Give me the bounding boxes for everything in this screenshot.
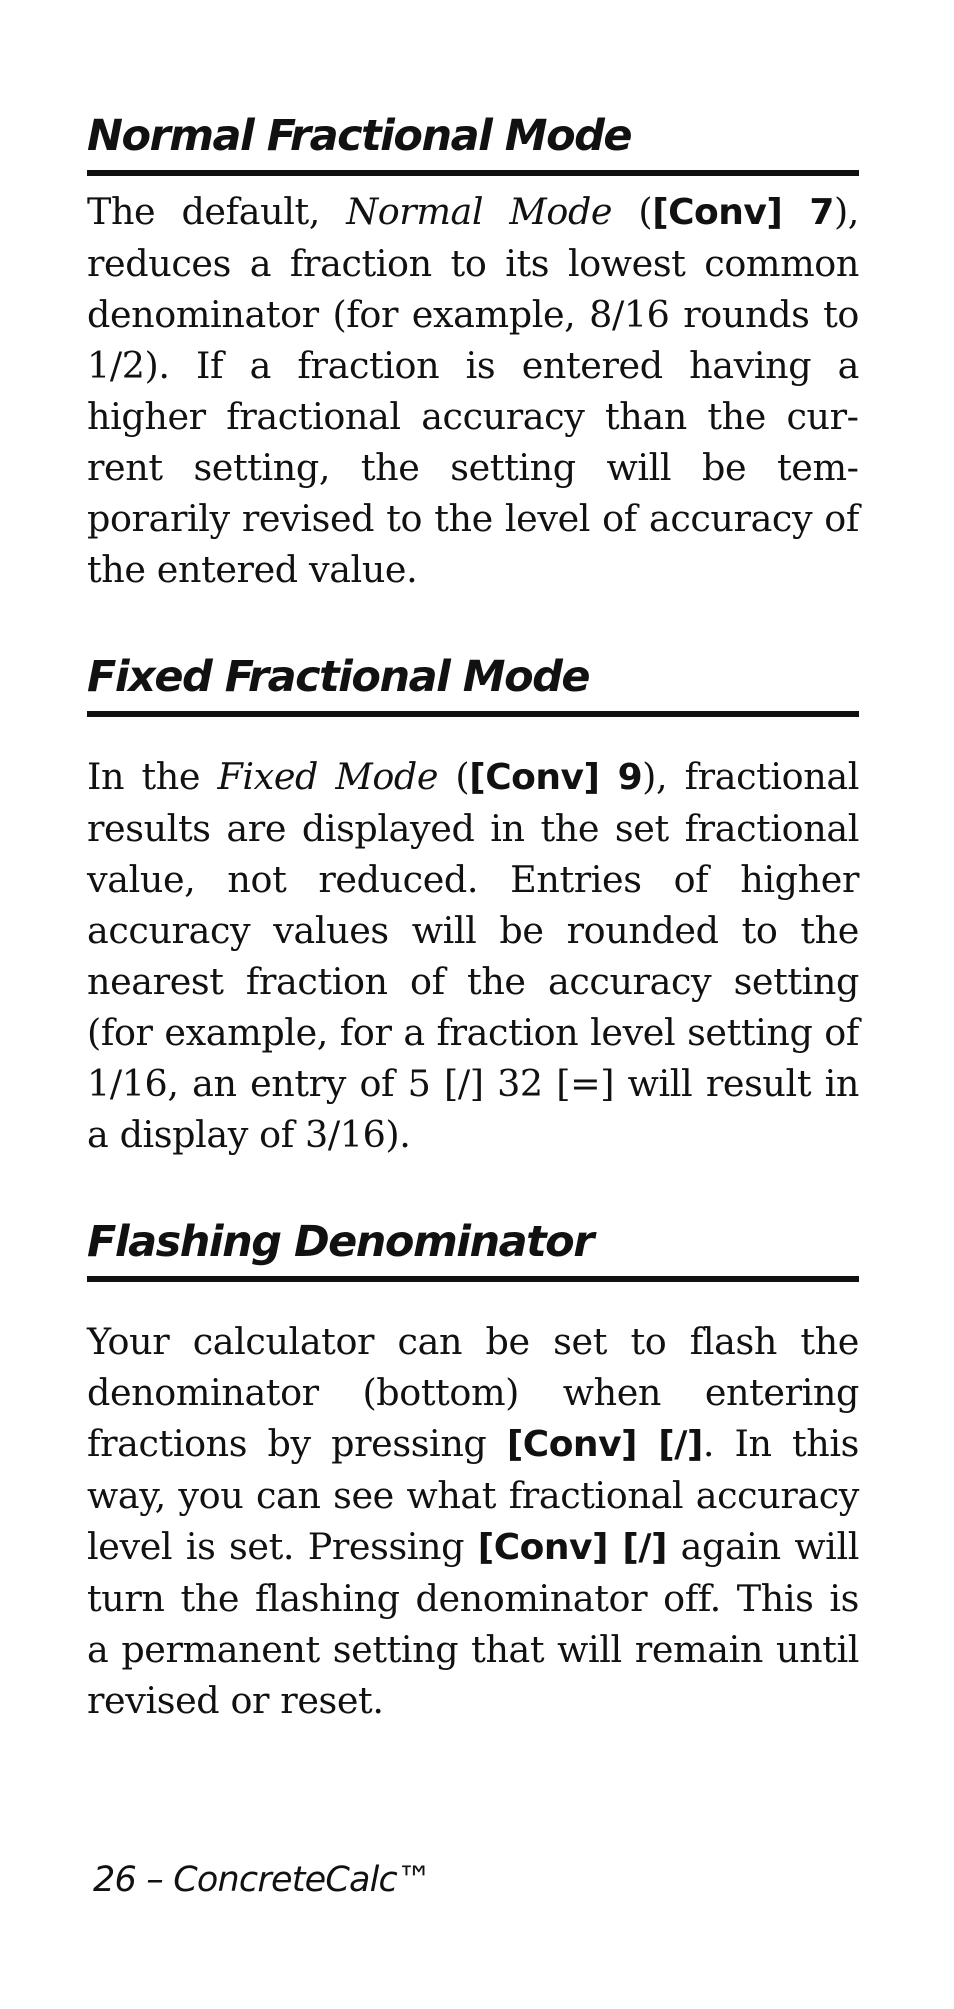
section-normal-fractional-mode — [87, 108, 859, 595]
key-sequence: [Conv] [/] — [477, 1527, 667, 1568]
section-body — [87, 751, 859, 1160]
section-heading: Flashing Denominator — [87, 1214, 859, 1282]
page-content — [87, 108, 859, 1726]
section-body — [87, 1316, 859, 1726]
section-fixed-fractional-mode — [87, 649, 859, 1160]
body-text: ), fractional results are displayed in the set fractional value, not reduced. Entries of higher accuracy values will be rounded to the nearest fraction of the accuracy setting (for example, for a fraction level setting of 1/16, an entry of 5 [/] 32 [=] will result in a display of 3/16). — [87, 755, 859, 1156]
body-text: ), reduces a fraction to its lowest common denominator (for example, 8/16 rounds to 1/2). If a fraction is entered having a higher fractional accuracy than the current setting, the setting will be temporarily revised to the level of accuracy of the entered value. — [87, 190, 859, 591]
key-sequence: [Conv] 7 — [652, 192, 834, 233]
key-sequence: [Conv] [/] — [506, 1424, 703, 1465]
body-text: ( — [612, 190, 653, 233]
section-heading: Fixed Fractional Mode — [87, 649, 859, 717]
section-heading: Normal Fractional Mode — [87, 108, 859, 176]
key-sequence: [Conv] 9 — [469, 757, 643, 798]
section-body — [87, 186, 859, 595]
page-footer: 26 – ConcreteCalc™ — [93, 1860, 432, 1900]
body-text: The default, — [87, 190, 347, 233]
body-text: . In this way, you can see what fractional accuracy level is set. Pressing — [87, 1422, 859, 1568]
mode-name: Normal Mode — [346, 190, 613, 233]
mode-name: Fixed Mode — [217, 755, 439, 798]
body-text: Your calculator can be set to flash the denominator (bottom) when entering fractions by pressing — [87, 1320, 859, 1465]
body-text: ( — [438, 755, 470, 798]
body-text: In the — [87, 755, 218, 798]
section-flashing-denominator — [87, 1214, 859, 1726]
body-text: again will turn the flashing denominator off. This is a permanent setting that will remain until revised or reset. — [87, 1525, 859, 1722]
